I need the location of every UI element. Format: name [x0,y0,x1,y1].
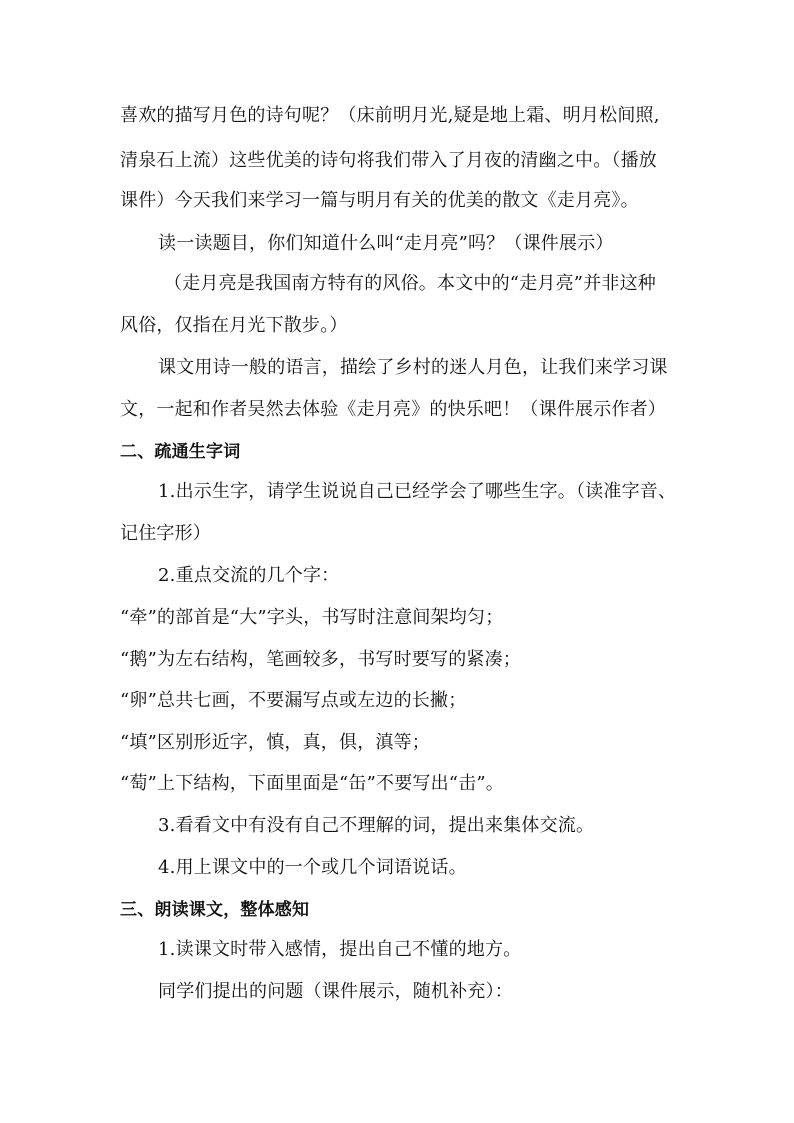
paragraph-line: 课文用诗一般的语言，描绘了乡村的迷人月色，让我们来学习课 [158,357,668,378]
paragraph-line: “萄”上下结构，下面里面是“缶”不要写出“击”。 [120,773,505,794]
section-heading: 二、疏通生字词 [120,442,241,462]
paragraph-line: 课件）今天我们来学习一篇与明月有关的优美的散文《走月亮》。 [120,190,639,211]
paragraph-line: “卵”总共七画，不要漏写点或左边的长撇； [120,690,467,711]
paragraph-line: “鹅”为左右结构，笔画较多，书写时要写的紧凑； [120,649,522,670]
paragraph-line: 记住字形） [120,523,211,544]
paragraph-line: “牵”的部首是“大”字头，书写时注意间架均匀； [120,607,504,628]
paragraph-line: 同学们提出的问题（课件展示，随机补充）： [158,981,513,1002]
paragraph-line: 文，一起和作者吴然去体验《走月亮》的快乐吧！（课件展示作者） [120,399,666,420]
section-heading: 三、朗读课文，整体感知 [120,900,310,920]
paragraph-line: 4.用上课文中的一个或几个词语说话。 [158,857,467,878]
paragraph-line: 喜欢的描写月色的诗句呢？（床前明月光,疑是地上霜、明月松间照, [120,105,660,126]
paragraph-line: 1.读课文时带入感情，提出自己不懂的地方。 [158,939,522,960]
paragraph-line: “填”区别形近字，慎，真，俱，滇等； [120,732,431,753]
paragraph-line: 2.重点交流的几个字： [158,565,340,586]
paragraph-line: 风俗，仅指在月光下散步。） [120,315,348,336]
paragraph-line: 1.出示生字，请学生说说自己已经学会了哪些生字。（读准字音、 [158,481,677,502]
paragraph-line: 读一读题目，你们知道什么叫“走月亮”吗？（课件展示） [158,233,614,254]
paragraph-line: 3.看看文中有没有自己不理解的词，提出来集体交流。 [158,815,595,836]
paragraph-line: 清泉石上流）这些优美的诗句将我们带入了月夜的清幽之中。（播放 [120,150,657,171]
paragraph-line: （走月亮是我国南方特有的风俗。本文中的“走月亮”并非这种 [164,273,657,294]
